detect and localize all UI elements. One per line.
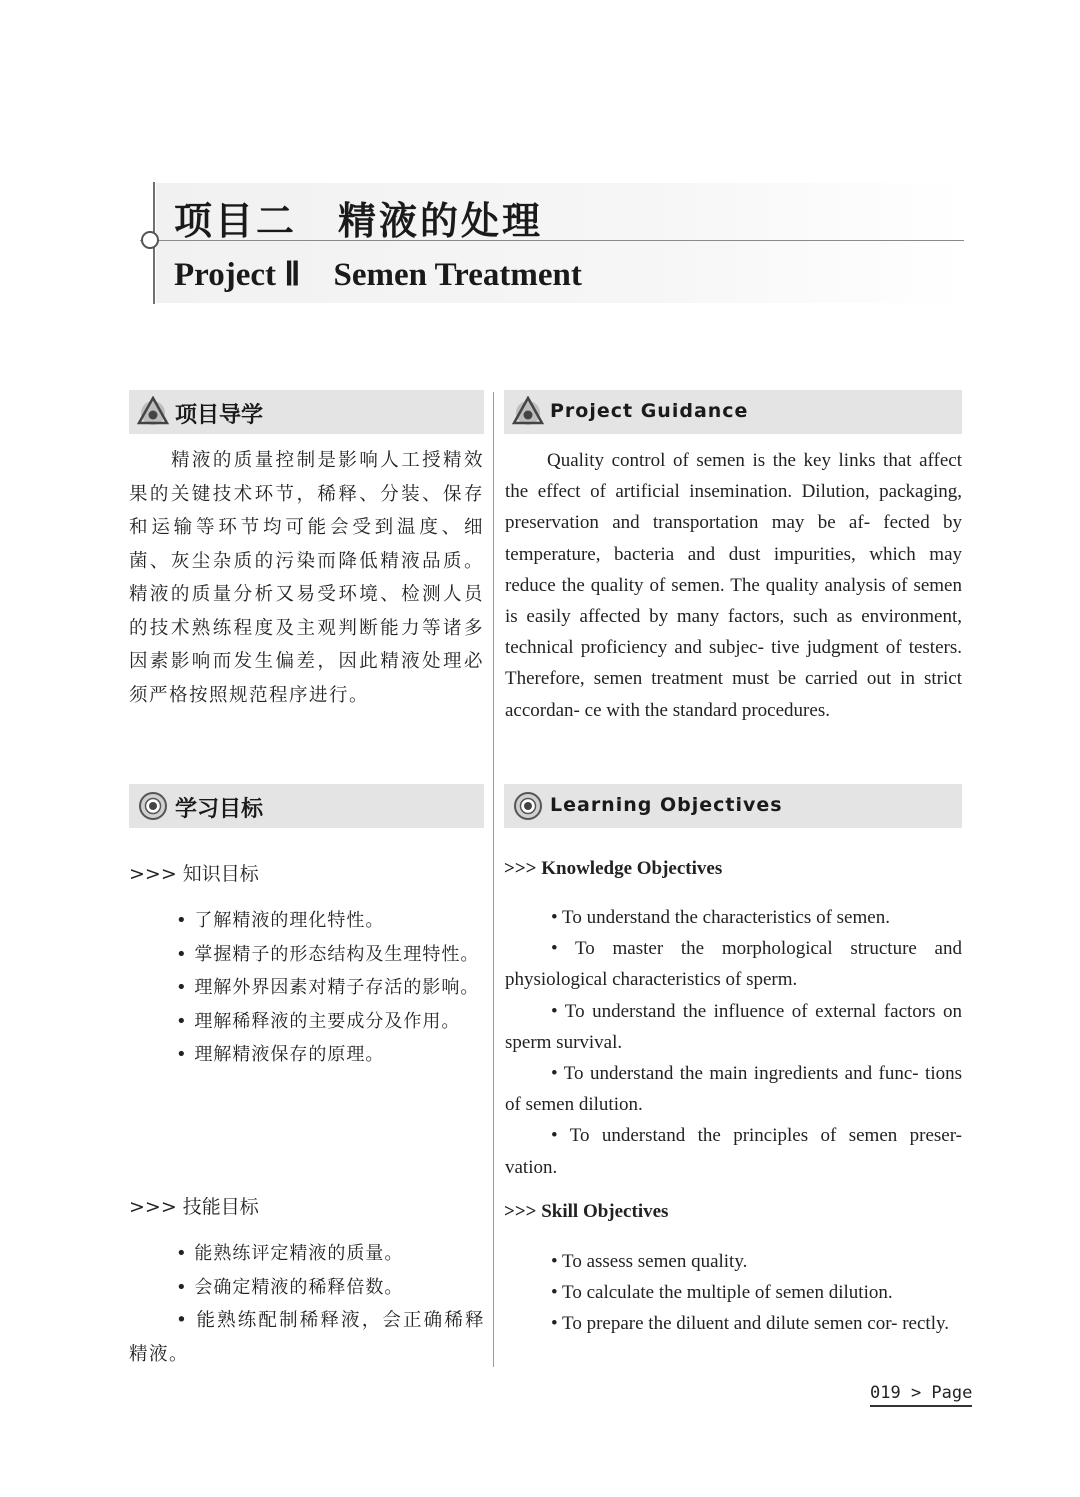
knowledge-subheading-cn: >>> 知识目标: [129, 863, 259, 885]
list-item: • To understand the principles of semen preser- vation.: [505, 1125, 962, 1178]
page-number: 019 > Page: [870, 1383, 972, 1407]
list-item: • 了解精液的理化特性。: [176, 910, 385, 931]
objectives-heading-en: Learning Objectives: [550, 794, 783, 816]
list-item: • To understand the characteristics of semen.: [551, 907, 890, 928]
list-item: • To calculate the multiple of semen dilution.: [551, 1282, 893, 1304]
guidance-heading-en: Project Guidance: [550, 400, 749, 422]
list-item: • To understand the main ingredients and func- tions of semen dilution.: [505, 1063, 962, 1116]
list-item: • 会确定精液的稀释倍数。: [176, 1276, 404, 1298]
column-divider: [493, 392, 494, 1367]
guidance-heading-cn: 项目导学: [175, 403, 264, 428]
skill-subheading-cn: >>> 技能目标: [129, 1196, 259, 1218]
page-title-chinese: 项目二 精液的处理: [174, 199, 544, 243]
list-item: • 理解外界因素对精子存活的影响。: [176, 977, 480, 998]
triangle-emblem-icon: [137, 396, 169, 428]
list-item: • 理解精液保存的原理。: [176, 1044, 385, 1065]
title-crosshair-circle-icon: [141, 231, 159, 249]
knowledge-subheading-en: >>> Knowledge Objectives: [504, 858, 723, 879]
list-item: • To understand the influence of external factors on sperm survival.: [505, 1000, 962, 1053]
skill-list-cn: [129, 1237, 485, 1371]
list-item: • To prepare the diluent and dilute semen cor- rectly.: [551, 1313, 949, 1335]
knowledge-list-cn: [176, 904, 486, 1072]
target-emblem-icon: [137, 790, 169, 822]
skill-subheading-en: >>> Skill Objectives: [504, 1201, 669, 1222]
page-title-english: Project Ⅱ Semen Treatment: [174, 257, 582, 293]
objectives-bar-en: [504, 784, 962, 828]
skill-list-en: [505, 1246, 962, 1340]
list-item: • To assess semen quality.: [551, 1251, 748, 1272]
guidance-paragraph-cn: 精液的质量控制是影响人工授精效果的关键技术环节，稀释、分装、保存和运输等环节均可能会受到温度、细菌、灰尘杂质的污染而降低精液品质。精液的质量分析又易受环境、检测人员的技术熟练程度及主观判断能力等诸多因素影响而发生偏差，因此精液处理必须严格按照规范程序进行。: [129, 450, 484, 706]
target-emblem-icon: [512, 790, 544, 822]
list-item: • 能熟练配制稀释液，会正确稀释精液。: [129, 1310, 485, 1365]
list-item: • To master the morphological structure and physiological characteristics of sperm.: [505, 938, 962, 991]
triangle-emblem-icon: [512, 396, 544, 428]
objectives-heading-cn: 学习目标: [175, 797, 264, 822]
list-item: • 能熟练评定精液的质量。: [176, 1243, 404, 1264]
guidance-paragraph-en: Quality control of semen is the key links that affect the effect of artificial insemination. Dilution, packaging, preservation and transportation may be af- fected by temperature, bacteria and dust impurities, which may reduce the quality of semen. The quality analysis of semen is easily affected by many factors, such as environment, technical proficiency and subjec- tive judgment of testers. Therefore, semen treatment must be carried out in strict accordan- ce with the standard procedures.: [505, 450, 962, 721]
list-item: • 理解稀释液的主要成分及作用。: [176, 1010, 461, 1032]
list-item: • 掌握精子的形态结构及生理特性。: [176, 943, 480, 965]
guidance-bar-cn: [129, 390, 484, 434]
objectives-bar-cn: [129, 784, 484, 828]
knowledge-list-en: [505, 902, 962, 1183]
guidance-bar-en: [504, 390, 962, 434]
